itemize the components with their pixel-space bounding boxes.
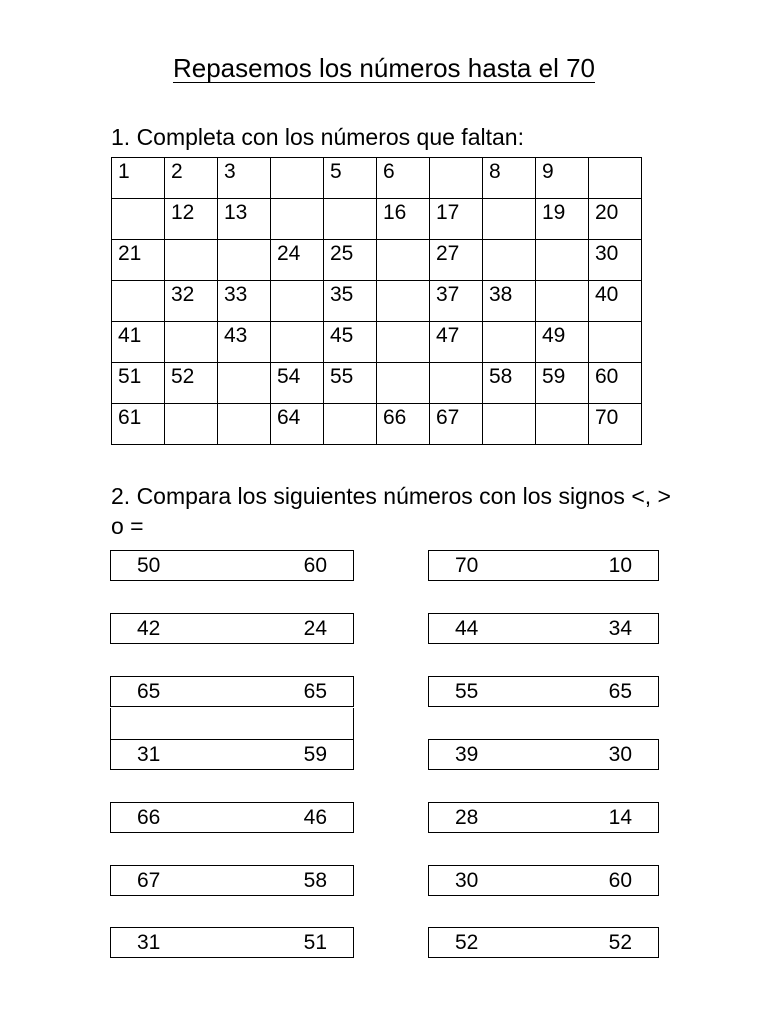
grid-cell: 30 <box>589 240 642 281</box>
grid-cell-blank[interactable] <box>271 158 324 199</box>
grid-cell-blank[interactable] <box>377 240 430 281</box>
grid-cell: 32 <box>165 281 218 322</box>
grid-cell-blank[interactable] <box>483 322 536 363</box>
grid-cell: 45 <box>324 322 377 363</box>
grid-cell-blank[interactable] <box>165 322 218 363</box>
compare-number-right: 46 <box>303 806 327 829</box>
grid-cell-blank[interactable] <box>271 281 324 322</box>
grid-cell: 52 <box>165 363 218 404</box>
grid-cell-blank[interactable] <box>218 404 271 445</box>
grid-cell: 2 <box>165 158 218 199</box>
comparison-box[interactable] <box>428 676 659 707</box>
grid-cell: 66 <box>377 404 430 445</box>
grid-cell: 24 <box>271 240 324 281</box>
grid-cell: 20 <box>589 199 642 240</box>
comparison-box-blank[interactable] <box>110 708 354 740</box>
comparison-box[interactable] <box>110 676 354 707</box>
compare-number-left: 31 <box>137 931 161 954</box>
grid-cell: 5 <box>324 158 377 199</box>
grid-cell-blank[interactable] <box>483 240 536 281</box>
grid-cell: 55 <box>324 363 377 404</box>
grid-cell-blank[interactable] <box>589 158 642 199</box>
compare-number-left: 28 <box>455 806 479 829</box>
grid-cell: 54 <box>271 363 324 404</box>
grid-cell: 37 <box>430 281 483 322</box>
grid-cell: 58 <box>483 363 536 404</box>
comparison-box[interactable] <box>428 927 659 958</box>
grid-cell-blank[interactable] <box>377 281 430 322</box>
comparison-box[interactable] <box>110 613 354 644</box>
grid-cell: 61 <box>112 404 165 445</box>
compare-number-left: 65 <box>137 680 161 703</box>
comparison-box[interactable] <box>110 739 354 770</box>
grid-cell: 27 <box>430 240 483 281</box>
compare-number-right: 60 <box>608 869 632 892</box>
grid-cell-blank[interactable] <box>536 240 589 281</box>
grid-cell-blank[interactable] <box>536 281 589 322</box>
comparison-box[interactable] <box>428 802 659 833</box>
grid-cell-blank[interactable] <box>218 363 271 404</box>
grid-cell-blank[interactable] <box>112 281 165 322</box>
compare-number-left: 70 <box>455 554 479 577</box>
grid-cell: 19 <box>536 199 589 240</box>
grid-cell: 47 <box>430 322 483 363</box>
compare-number-left: 44 <box>455 617 479 640</box>
grid-cell: 49 <box>536 322 589 363</box>
grid-cell-blank[interactable] <box>536 404 589 445</box>
grid-cell: 12 <box>165 199 218 240</box>
compare-number-left: 67 <box>137 869 161 892</box>
grid-row <box>112 363 642 404</box>
compare-number-right: 30 <box>608 743 632 766</box>
comparison-box[interactable] <box>428 550 659 581</box>
grid-cell-blank[interactable] <box>112 199 165 240</box>
grid-cell: 60 <box>589 363 642 404</box>
compare-number-left: 55 <box>455 680 479 703</box>
grid-cell: 43 <box>218 322 271 363</box>
grid-cell: 64 <box>271 404 324 445</box>
compare-number-right: 14 <box>608 806 632 829</box>
instruction-2: 2. Compara los siguientes números con los signos <, > o = <box>111 483 671 539</box>
grid-cell-blank[interactable] <box>271 322 324 363</box>
grid-row <box>112 404 642 445</box>
grid-cell-blank[interactable] <box>324 199 377 240</box>
compare-number-left: 52 <box>455 931 479 954</box>
comparison-box[interactable] <box>428 613 659 644</box>
grid-row <box>112 322 642 363</box>
grid-cell: 38 <box>483 281 536 322</box>
compare-number-right: 58 <box>303 869 327 892</box>
comparison-box[interactable] <box>110 865 354 896</box>
comparison-box[interactable] <box>110 550 354 581</box>
grid-cell: 59 <box>536 363 589 404</box>
grid-cell-blank[interactable] <box>483 404 536 445</box>
grid-cell: 1 <box>112 158 165 199</box>
compare-number-right: 65 <box>303 680 327 703</box>
grid-cell: 41 <box>112 322 165 363</box>
grid-cell: 16 <box>377 199 430 240</box>
grid-cell-blank[interactable] <box>483 199 536 240</box>
grid-cell: 3 <box>218 158 271 199</box>
compare-number-right: 60 <box>303 554 327 577</box>
grid-cell: 40 <box>589 281 642 322</box>
compare-number-right: 34 <box>608 617 632 640</box>
compare-number-right: 10 <box>608 554 632 577</box>
grid-cell: 25 <box>324 240 377 281</box>
grid-cell-blank[interactable] <box>377 363 430 404</box>
grid-cell: 33 <box>218 281 271 322</box>
grid-cell-blank[interactable] <box>430 158 483 199</box>
compare-number-left: 50 <box>137 554 161 577</box>
grid-row <box>112 240 642 281</box>
grid-cell-blank[interactable] <box>218 240 271 281</box>
grid-cell-blank[interactable] <box>271 199 324 240</box>
grid-row <box>112 158 642 199</box>
instruction-1: 1. Completa con los números que faltan: <box>111 124 524 150</box>
grid-row <box>112 199 642 240</box>
compare-number-left: 66 <box>137 806 161 829</box>
grid-cell-blank[interactable] <box>377 322 430 363</box>
grid-cell: 21 <box>112 240 165 281</box>
grid-cell: 9 <box>536 158 589 199</box>
compare-number-right: 52 <box>608 931 632 954</box>
compare-number-right: 24 <box>303 617 327 640</box>
grid-cell: 67 <box>430 404 483 445</box>
grid-cell: 70 <box>589 404 642 445</box>
grid-cell: 6 <box>377 158 430 199</box>
grid-cell-blank[interactable] <box>324 404 377 445</box>
compare-number-left: 42 <box>137 617 161 640</box>
comparison-box[interactable] <box>428 739 659 770</box>
grid-cell: 35 <box>324 281 377 322</box>
comparison-box[interactable] <box>428 865 659 896</box>
grid-cell-blank[interactable] <box>165 240 218 281</box>
comparison-box[interactable] <box>110 802 354 833</box>
page-title: Repasemos los números hasta el 70 <box>172 53 595 83</box>
grid-cell-blank[interactable] <box>430 363 483 404</box>
grid-cell: 8 <box>483 158 536 199</box>
grid-cell-blank[interactable] <box>165 404 218 445</box>
grid-cell: 13 <box>218 199 271 240</box>
compare-number-right: 65 <box>608 680 632 703</box>
grid-cell: 17 <box>430 199 483 240</box>
comparison-box[interactable] <box>110 927 354 958</box>
compare-number-right: 51 <box>303 931 327 954</box>
compare-number-left: 30 <box>455 869 479 892</box>
compare-number-left: 31 <box>137 743 161 766</box>
grid-cell: 51 <box>112 363 165 404</box>
grid-row <box>112 281 642 322</box>
compare-number-left: 39 <box>455 743 479 766</box>
number-grid <box>111 157 642 445</box>
compare-number-right: 59 <box>303 743 327 766</box>
grid-cell-blank[interactable] <box>589 322 642 363</box>
